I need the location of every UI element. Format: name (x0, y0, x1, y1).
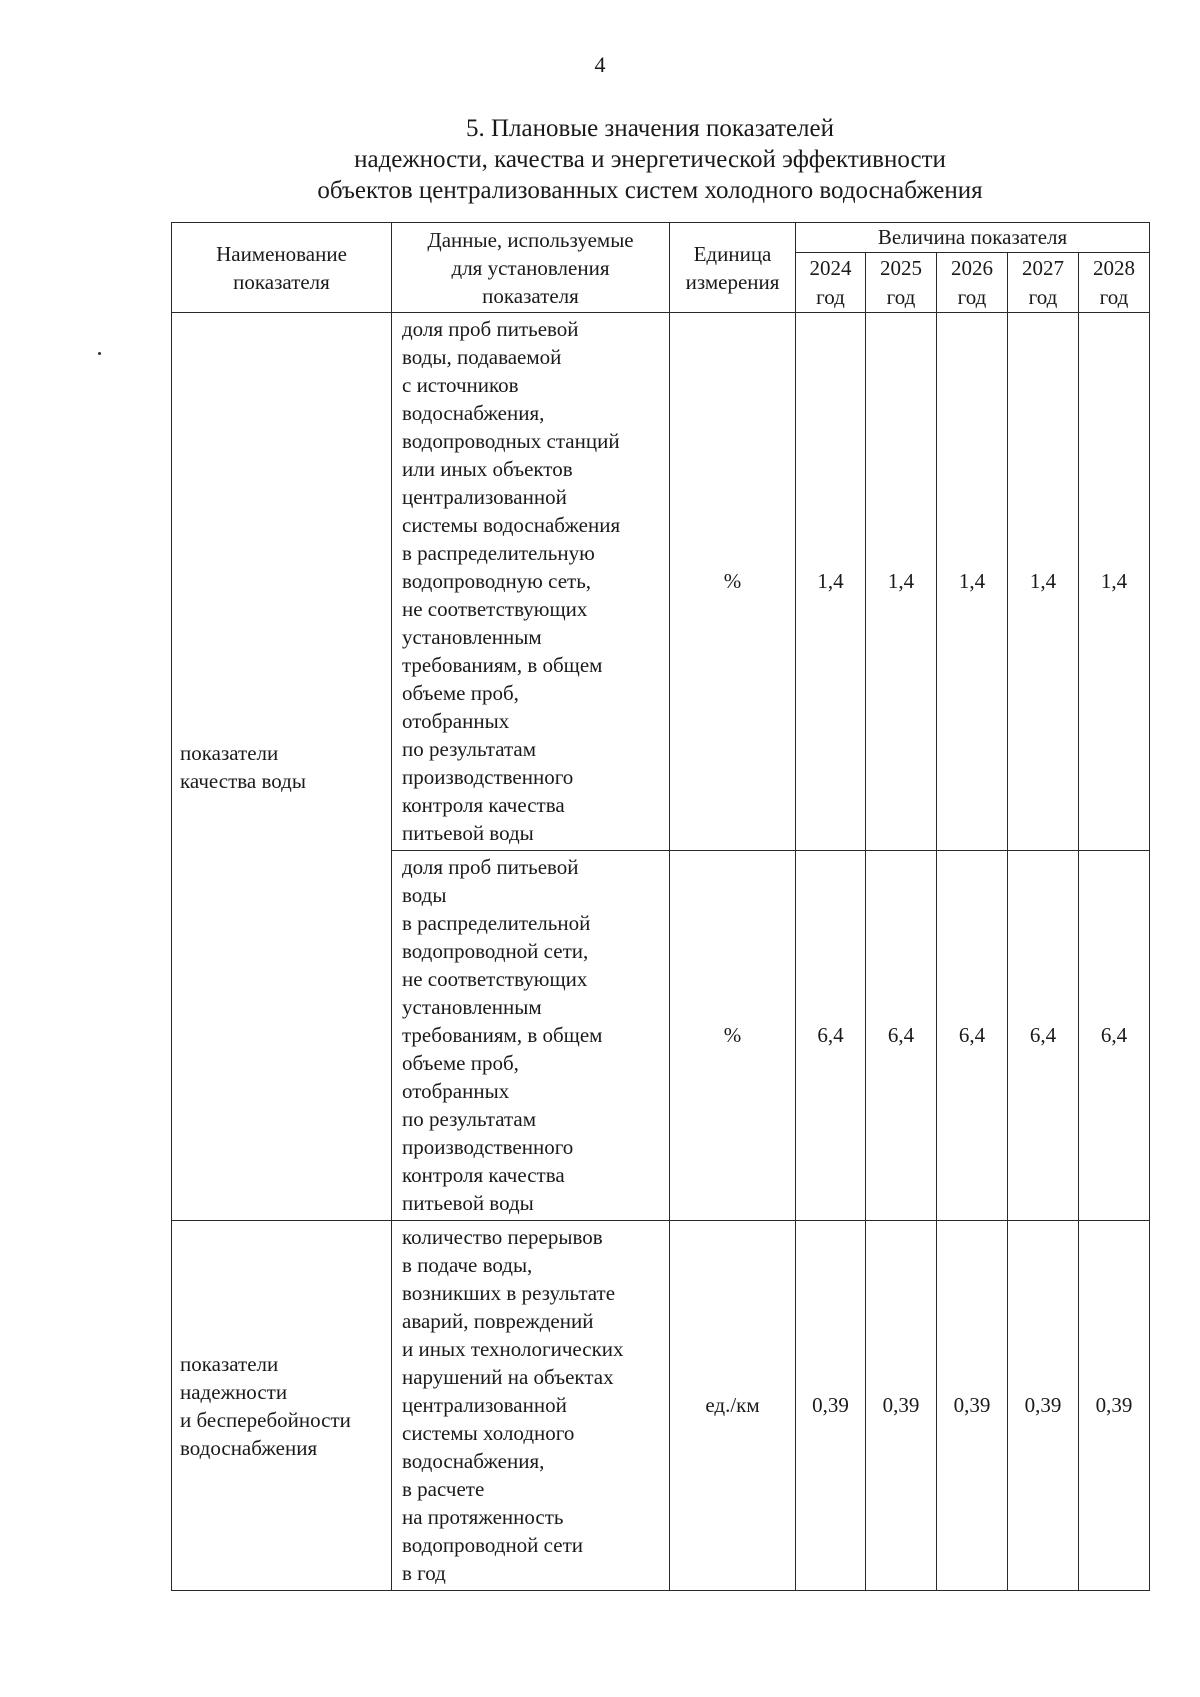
value-cell: 0,39 (937, 1221, 1008, 1591)
unit-cell: % (670, 313, 796, 851)
desc-line: требованиям, в общем (402, 1023, 603, 1047)
desc-line: водоснабжения, (402, 1449, 545, 1473)
desc-line: по результатам (402, 737, 537, 761)
table-row (172, 313, 1150, 851)
indicator-description (392, 313, 670, 851)
value-cell: 0,39 (1079, 1221, 1150, 1591)
group-name-line: надежности (180, 1379, 288, 1404)
desc-line: централизованной (402, 485, 567, 509)
desc-line: установленным (402, 625, 542, 649)
desc-line: питьевой воды (402, 821, 534, 845)
indicator-group-name (172, 313, 392, 1221)
year-number: 2025 (880, 255, 922, 280)
year-number: 2024 (809, 255, 852, 280)
desc-line: установленным (402, 995, 542, 1019)
desc-line: по результатам (402, 1107, 537, 1131)
desc-line: централизованной (402, 1393, 567, 1417)
header-year (866, 253, 937, 313)
desc-line: в распределительную (402, 541, 595, 565)
year-suffix: год (1099, 284, 1129, 309)
desc-line: системы водоснабжения (402, 513, 621, 537)
desc-line: водопроводной сети (402, 1533, 583, 1557)
value-cell: 1,4 (796, 313, 866, 851)
indicators-table (171, 222, 1150, 1591)
desc-line: количество перерывов (402, 1225, 603, 1249)
desc-line: в расчете (402, 1477, 485, 1501)
value-cell: 6,4 (866, 851, 937, 1221)
year-number: 2028 (1093, 255, 1135, 280)
header-line: показателя (482, 283, 579, 308)
header-line: измерения (685, 269, 780, 294)
desc-line: с источников (402, 373, 519, 397)
desc-line: производственного (402, 1135, 574, 1159)
desc-line: воды (402, 883, 447, 907)
table-row (172, 1221, 1150, 1591)
desc-line: питьевой воды (402, 1191, 534, 1215)
desc-line: воды, подаваемой (402, 345, 562, 369)
header-name (172, 223, 392, 313)
group-name-line: показатели (180, 740, 279, 765)
group-name-line: и бесперебойности (180, 1407, 351, 1432)
value-cell: 1,4 (937, 313, 1008, 851)
desc-line: не соответствующих (402, 967, 588, 991)
year-number: 2026 (951, 255, 993, 280)
year-suffix: год (886, 284, 916, 309)
header-year (937, 253, 1008, 313)
indicator-description (392, 1221, 670, 1591)
desc-line: контроля качества (402, 793, 565, 817)
header-year (1079, 253, 1150, 313)
desc-line: возникших в результате (402, 1281, 616, 1305)
group-name-line: водоснабжения (180, 1435, 318, 1460)
desc-line: производственного (402, 765, 574, 789)
group-name-line: качества воды (180, 768, 306, 793)
desc-line: отобранных (402, 709, 510, 733)
desc-line: доля проб питьевой (402, 855, 579, 879)
year-number: 2027 (1022, 255, 1064, 280)
desc-line: нарушений на объектах (402, 1365, 614, 1389)
group-name-line: показатели (180, 1351, 279, 1376)
title-line: 5. Плановые значения показателей (465, 115, 835, 142)
desc-line: в подаче воды, (402, 1253, 533, 1277)
desc-line: и иных технологических (402, 1337, 624, 1361)
value-cell: 6,4 (1008, 851, 1079, 1221)
year-suffix: год (816, 284, 845, 309)
desc-line: объеме проб, (402, 1051, 519, 1075)
header-line: Данные, используемые (427, 227, 634, 252)
title-line: объектов централизованных систем холодного водоснабжения (317, 177, 983, 204)
value-cell: 1,4 (1079, 313, 1150, 851)
header-line: Наименование (216, 241, 347, 266)
desc-line: системы холодного (402, 1421, 575, 1445)
desc-line: водопроводную сеть, (402, 569, 592, 593)
unit-cell: ед./км (670, 1221, 796, 1591)
desc-line: аварий, повреждений (402, 1309, 594, 1333)
header-unit (670, 223, 796, 313)
desc-line: в распределительной (402, 911, 591, 935)
desc-line: контроля качества (402, 1163, 565, 1187)
indicator-description (392, 851, 670, 1221)
header-line: Единица (693, 241, 772, 266)
value-cell: 6,4 (937, 851, 1008, 1221)
indicator-group-name (172, 1221, 392, 1591)
desc-line: в год (402, 1561, 446, 1585)
header-line: для установления (451, 255, 610, 280)
desc-line: не соответствующих (402, 597, 588, 621)
desc-line: отобранных (402, 1079, 510, 1103)
value-cell: 1,4 (1008, 313, 1079, 851)
value-cell: 1,4 (866, 313, 937, 851)
scan-speck (98, 352, 101, 355)
desc-line: требованиям, в общем (402, 653, 603, 677)
desc-line: объеме проб, (402, 681, 519, 705)
desc-line: доля проб питьевой (402, 317, 579, 341)
title-line: надежности, качества и энергетической эффективности (354, 146, 946, 173)
header-line: показателя (233, 269, 330, 294)
unit-cell: % (670, 851, 796, 1221)
header-data (392, 223, 670, 313)
header-year (796, 253, 866, 313)
value-cell: 0,39 (866, 1221, 937, 1591)
header-year (1008, 253, 1079, 313)
year-suffix: год (957, 284, 987, 309)
value-cell: 6,4 (796, 851, 866, 1221)
value-cell: 6,4 (1079, 851, 1150, 1221)
header-value-group: Величина показателя (796, 223, 1150, 253)
desc-line: водопроводной сети, (402, 939, 589, 963)
desc-line: водопроводных станций (402, 429, 620, 453)
desc-line: или иных объектов (402, 457, 573, 481)
year-suffix: год (1028, 284, 1058, 309)
value-cell: 0,39 (796, 1221, 866, 1591)
desc-line: водоснабжения, (402, 401, 545, 425)
desc-line: на протяженность (402, 1505, 564, 1529)
page-number: 4 (594, 52, 606, 77)
value-cell: 0,39 (1008, 1221, 1079, 1591)
header-row (172, 223, 1150, 253)
document-title (160, 113, 1140, 206)
